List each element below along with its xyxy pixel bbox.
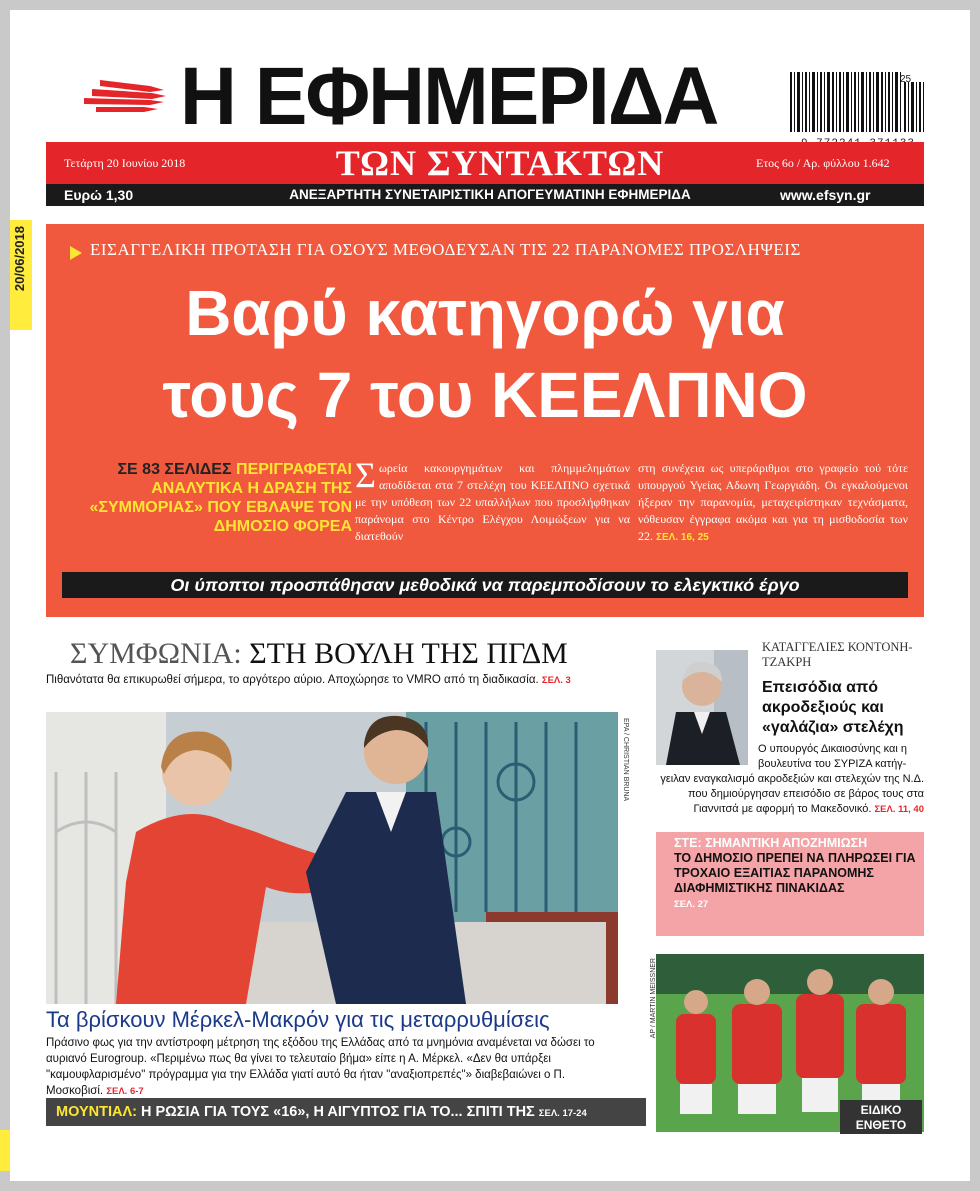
date-stamp: [10, 220, 32, 330]
agreement-summary-text: Πιθανότατα θα επικυρωθεί σήμερα, το αργότερο αύριο. Αποχώρησε το VMRO από τη διαδικασία.: [46, 674, 539, 686]
lead-banner: Οι ύποπτοι προσπάθησαν μεθοδικά να παρεμποδίσουν το ελεγκτικό έργο: [62, 572, 908, 598]
merkel-body: [46, 1035, 622, 1100]
lead-body-column-2: [638, 460, 908, 546]
side-head-text: ΠΕΡΙΓΡΑΦΕΤΑΙ ΑΝΑΛΥΤΙΚΑ Η ΔΡΑΣΗ ΤΗΣ «ΣΥΜΜΟΡΙΑΣ» ΠΟΥ ΕΒΛΑΨΕ ΤΟΝ ΔΗΜΟΣΙΟ ΦΟΡΕΑ: [89, 461, 352, 535]
lead-body-text-2: στη συνέχεια ως υπεράριθμοι στο γραφείο τού τότε υπουργού Υγείας Αδωνη Γεωργιάδη. Οι εγκαλούμενοι ήξεραν την παρανομία, μεταχειρίστηκαν τεχνάσματα, νόθευσαν έγγραφα ακόμα και για τη μισθοδοσία των 22.: [638, 461, 908, 543]
kontonis-headline[interactable]: Επεισόδια από ακροδεξιούς και «γαλάζια» στελέχη: [762, 679, 904, 736]
lead-headline-line1: Βαρύ κατηγορώ για: [185, 277, 785, 349]
merkel-headline[interactable]: Τα βρίσκουν Μέρκελ-Μακρόν για τις μεταρρυθμίσεις: [46, 1007, 550, 1032]
lead-kicker: ΕΙΣΑΓΓΕΛΙΚΗ ΠΡΟΤΑΣΗ ΓΙΑ ΟΣΟΥΣ ΜΕΘΟΔΕΥΣΑΝ ΤΙΣ 22 ΠΑΡΑΝΟΜΕΣ ΠΡΟΣΛΗΨΕΙΣ: [90, 240, 801, 259]
quill-logo-icon: [80, 72, 170, 116]
issue-number: Ετος 6ο / Αρ. φύλλου 1.642: [756, 156, 890, 170]
arrow-icon: [70, 246, 82, 260]
dropcap: Σ: [355, 455, 376, 495]
price: Ευρώ 1,30: [64, 187, 134, 203]
agreement-headline[interactable]: [70, 637, 568, 671]
issue-code: 25: [900, 74, 912, 85]
special-insert-badge: [840, 1100, 922, 1134]
masthead-subtitle: ΤΩΝ ΣΥΝΤΑΚΤΩΝ: [335, 143, 665, 183]
merkel-body-text: Πράσινο φως για την αντίστροφη μέτρηση της εξόδου της Ελλάδας από τα μνημόνια αναμένεται να δώσει το αυριανό Eurogroup. «Περιμένω πως θα γίνει το τελευταίο βήμα» είπε η Α. Μέρκελ. «Δεν θα υπάρξει "καμουφλαρισμένο" πρόγραμμα για την Ελλάδα γιατί αυτό θα ήταν "αναξιοπρεπές"» διαβεβαιώνει ο Π. Μοσκοβισί.: [46, 1037, 595, 1097]
tagline: ΑΝΕΞΑΡΤΗΤΗ ΣΥΝΕΤΑΙΡΙΣΤΙΚΗ ΑΠΟΓΕΥΜΑΤΙΝΗ ΕΦΗΜΕΡΙΔΑ: [289, 187, 691, 202]
lead-body-text-1: ωρεία κακουργημάτων και πλημμελημάτων αποδίδεται στα 7 στελέχη του ΚΕΕΛΠΝΟ σχετικά με την υπόθεση των 22 υπαλλήλων που προσλήφθηκαν παράνομα στο Κέντρο Ελέγχου Λοιμώξεων για να διατεθούν: [355, 461, 630, 543]
page-reference[interactable]: ΣΕΛ. 27: [674, 899, 709, 910]
kontonis-body: [658, 742, 924, 817]
compensation-headline: ΤΟ ΔΗΜΟΣΙΟ ΠΡΕΠΕΙ ΝΑ ΠΛΗΡΩΣΕΙ ΓΙΑ ΤΡΟΧΑΙΟ ΕΞΑΙΤΙΑΣ ΠΑΡΑΝΟΜΗΣ ΔΙΑΦΗΜΙΣΤΙΚΗΣ ΠΙΝΑΚΙΔΑΣ: [674, 851, 916, 895]
mundial-headline: Η ΡΩΣΙΑ ΓΙΑ ΤΟΥΣ «16», Η ΑΙΓΥΠΤΟΣ ΓΙΑ ΤΟ... ΣΠΙΤΙ ΤΗΣ: [141, 1104, 535, 1120]
compensation-text: [674, 836, 918, 912]
page-reference[interactable]: ΣΕΛ. 17-24: [538, 1108, 587, 1119]
kontonis-body-line1: Ο υπουργός Δικαιοσύνης και η βουλευτίνα του ΣΥΡΙΖΑ κατήγ-: [758, 743, 908, 770]
side-head-highlight: ΣΕ 83 ΣΕΛΙΔΕΣ: [117, 461, 232, 478]
website-link[interactable]: www.efsyn.gr: [780, 187, 871, 203]
kontonis-body-text: γειλαν εναγκαλισμό ακροδεξιών και στελεχών της Ν.Δ. που δημιούργησαν επεισόδιο σε βάρος τους στα Γιαννιτσά με αφορμή το Μακεδονικό.: [660, 773, 924, 815]
agreement-keyword: ΣΥΜΦΩΝΙΑ:: [70, 637, 242, 670]
lead-headline[interactable]: [80, 272, 890, 436]
date-stamp-text: 20/06/2018: [12, 226, 27, 292]
page-reference[interactable]: ΣΕΛ. 6-7: [106, 1086, 144, 1097]
agreement-summary: [46, 674, 626, 686]
kontonis-kicker: ΚΑΤΑΓΓΕΛΙΕΣ ΚΟΝΤΟΝΗ-ΤΖΑΚΡΗ: [762, 640, 913, 669]
issue-date: Τετάρτη 20 Ιουνίου 2018: [64, 156, 186, 170]
page-reference[interactable]: ΣΕΛ. 16, 25: [656, 532, 709, 543]
lead-side-head: [62, 460, 352, 536]
edge-marker: [0, 1130, 10, 1171]
newspaper-front-page: [10, 10, 970, 1181]
lead-body-column-1: [355, 455, 630, 545]
agreement-title: ΣΤΗ ΒΟΥΛΗ ΤΗΣ ΠΓΔΜ: [249, 637, 568, 670]
lead-headline-line2: τους 7 του ΚΕΕΛΠΝΟ: [162, 359, 808, 431]
mundial-keyword: ΜΟΥΝΤΙΑΛ:: [56, 1104, 137, 1120]
page-reference[interactable]: ΣΕΛ. 11, 40: [874, 804, 924, 815]
masthead-title: Η ΕΦΗΜΕΡΙΔΑ: [180, 51, 718, 142]
mundial-text: [56, 1104, 587, 1120]
sport-photo-credit: AP / MARTIN MEISSNER: [650, 958, 657, 1039]
page-reference[interactable]: ΣΕΛ. 3: [541, 675, 571, 686]
compensation-keyword: ΣΤΕ: ΣΗΜΑΝΤΙΚΗ ΑΠΟΖΗΜΙΩΣΗ: [674, 836, 868, 850]
merkel-macron-photo[interactable]: [46, 712, 618, 1004]
badge-line-2: ΕΝΘΕΤΟ: [855, 1118, 907, 1132]
badge-line-1: ΕΙΔΙΚΟ: [860, 1103, 902, 1117]
photo-credit: EPA / CHRISTIAN BRUNA: [622, 718, 629, 802]
